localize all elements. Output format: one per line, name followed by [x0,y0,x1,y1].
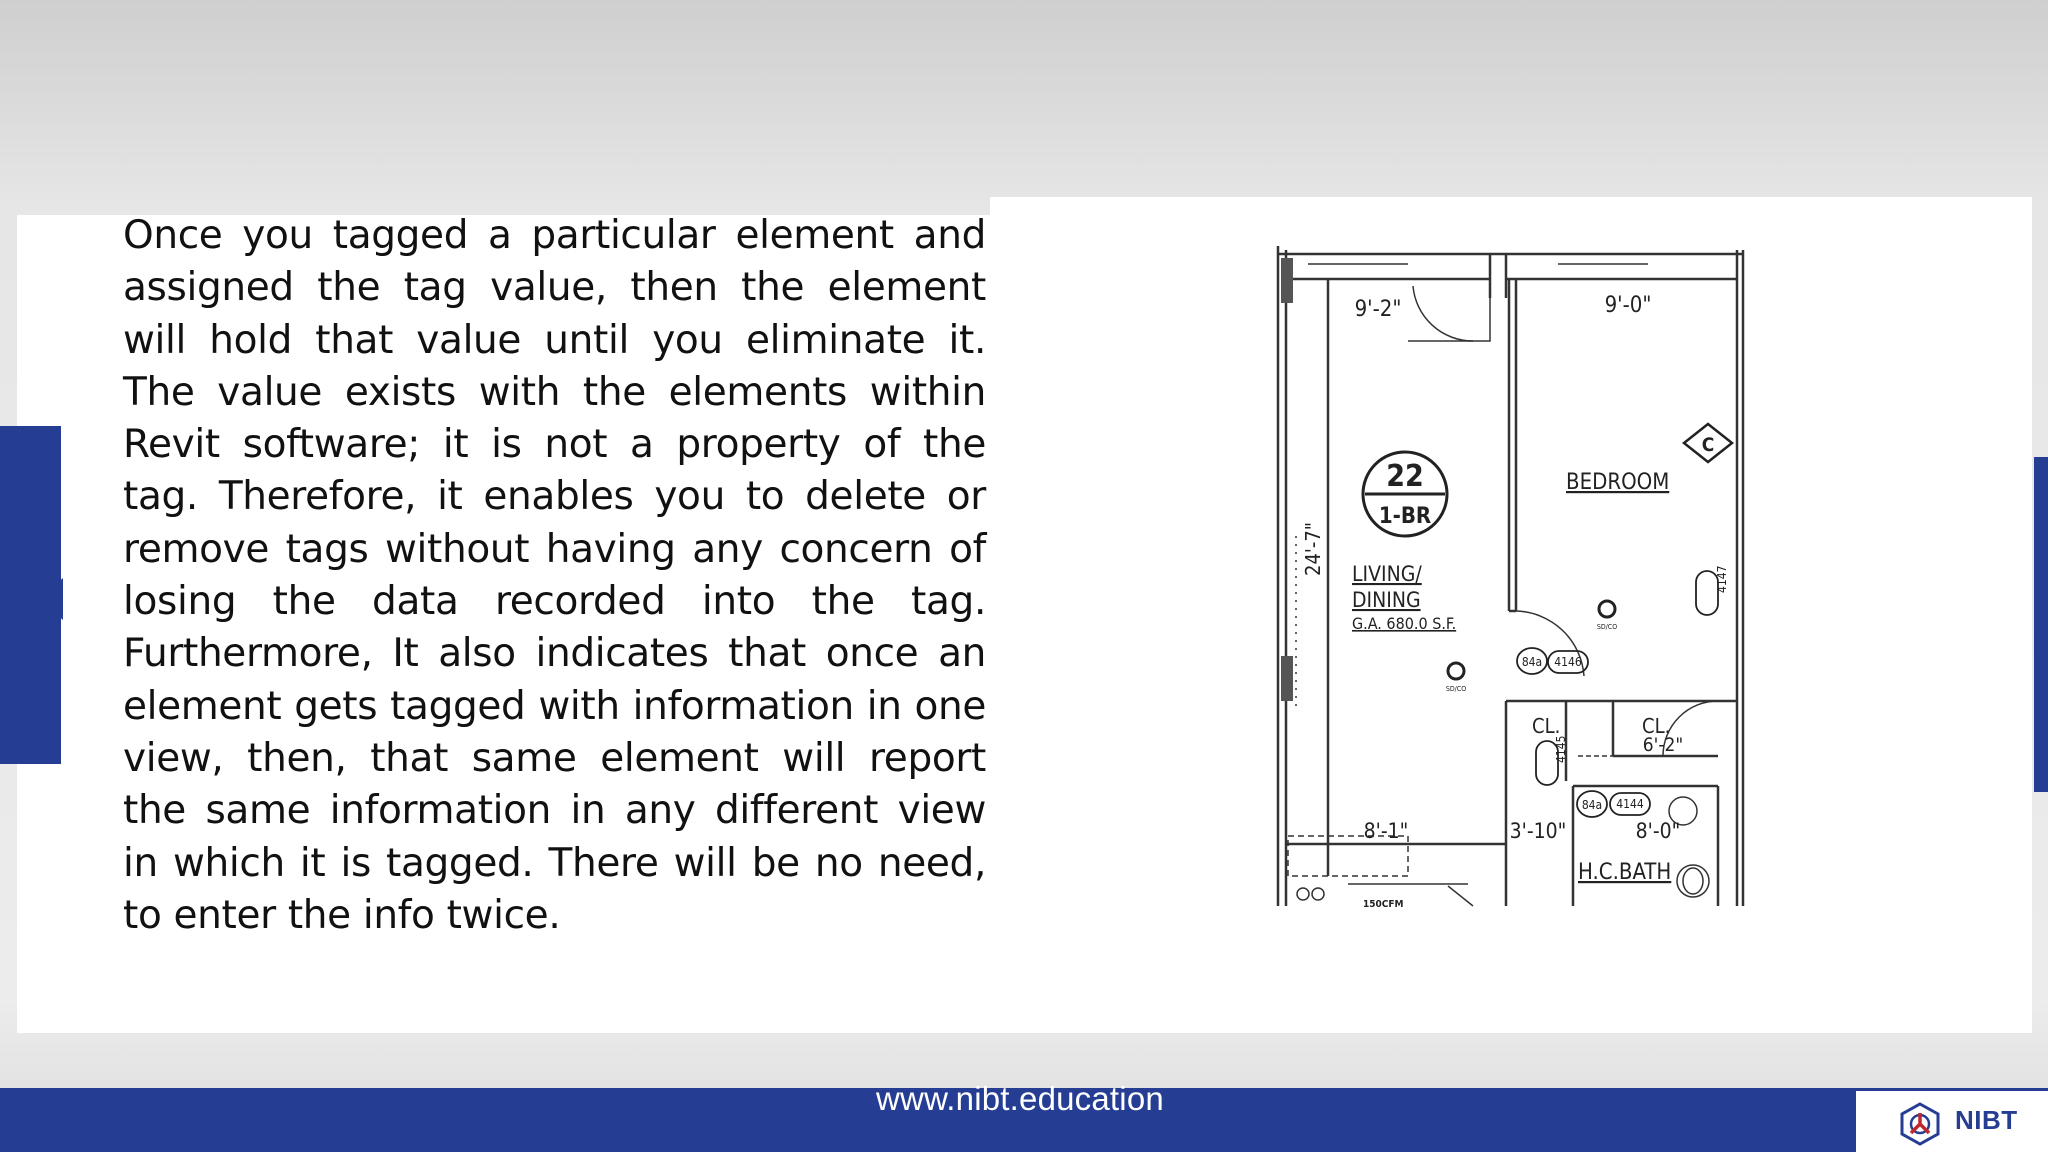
nibt-logo-icon [1897,1101,1943,1147]
dimension-label: 9'-0" [1604,293,1652,318]
room-label-living: LIVING/ [1352,562,1422,586]
closet-label: CL. [1532,714,1561,738]
svg-text:4146: 4146 [1554,655,1582,669]
room-label-bedroom: BEDROOM [1566,470,1670,495]
floor-plan-image [1268,236,1753,911]
plan-walls [1278,246,1743,906]
unit-tag [1363,452,1447,536]
svg-text:SD/CO: SD/CO [1596,623,1618,631]
body-paragraph: Once you tagged a particular element and assigned the tag value, then the element will hold that value until you eliminate it. The value exists with the elements within Revit software; it is not a property of the tag. Therefore, it enables you to delete or remove tags without having any concern of losing the data recorded into the tag. Furthermore, It also indicates that once an element gets tagged with information in one view, then, that same element will report the same information in any different view in which it is tagged. There will be no need, to enter the info twice. [123,213,986,938]
slide-header-band [0,0,2048,215]
equipment-tags [1517,566,1729,817]
room-label-bath: H.C.BATH [1578,860,1672,885]
svg-text:4145: 4145 [1554,735,1568,763]
dimension-label: 6'-2" [1642,734,1684,756]
smoke-detector-symbols [1446,601,1617,693]
unit-type: 1-BR [1378,504,1432,529]
svg-text:SD/CO: SD/CO [1445,685,1467,693]
svg-text:4147: 4147 [1715,565,1729,593]
left-accent-notch [39,578,63,620]
keynote-c-tag [1684,424,1732,462]
area-note: G.A. 680.0 S.F. [1352,614,1457,633]
dimension-label: 3'-10" [1509,819,1567,843]
dimension-label: 8'-0" [1635,819,1681,843]
right-accent-bar [2034,457,2048,792]
nibt-logo-text: NIBT [1955,1105,2018,1135]
vent-note: 150CFM [1363,899,1404,910]
svg-text:4144: 4144 [1616,797,1644,811]
nibt-logo [1856,1091,2048,1152]
dimension-label: 8'-1" [1363,819,1409,843]
svg-text:C: C [1701,434,1715,456]
footer-website-link[interactable]: www.nibt.education [876,1080,1164,1117]
closet-label: CL. [1642,714,1671,738]
svg-text:84a: 84a [1581,798,1603,812]
svg-text:84a: 84a [1521,655,1543,669]
dimension-label: 24'-7" [1301,521,1325,576]
unit-number: 22 [1386,459,1424,494]
room-label-dining: DINING [1352,588,1421,612]
dimension-label: 9'-2" [1354,297,1402,322]
